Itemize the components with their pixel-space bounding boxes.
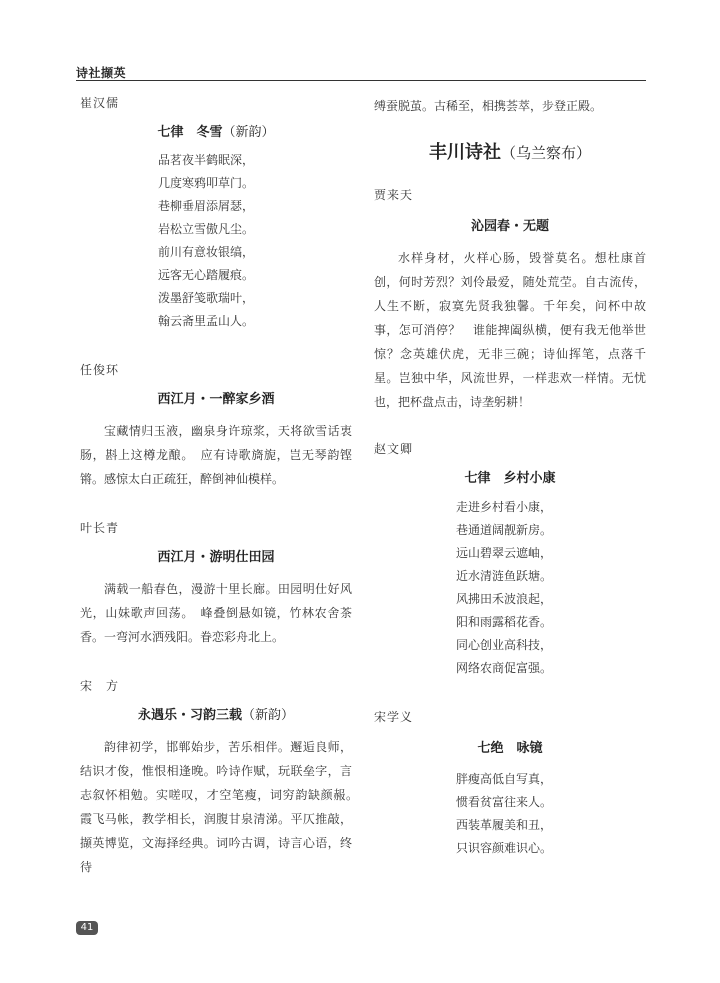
poem-line: 远山碧翠云遮岫， (456, 546, 553, 560)
poem-line: 岩松立雪傲凡尘。 (158, 222, 255, 236)
poem-line: 品茗夜半鹤眠深， (158, 153, 255, 167)
poem-line: 只识容颜难识心。 (456, 841, 553, 855)
society-heading (374, 138, 646, 164)
poem-body: 水样身材，火样心肠，毁誉莫名。想杜康首创，何时芳烈？刘伶最爱，随处荒茔。自古流传，人生不断，寂寞先贤我独馨。千年矣，问杯中故事，怎可消停？ 谁能捭阖纵横，便有我无他举世惊？念英雄伏虎，无非三碗；诗仙挥笔，点落千星。岂独中华，风流世界，一样悲欢一样情。无忧也，把杯盘点击，诗垄躬耕！ (374, 251, 646, 409)
author-name: 赵文卿 (374, 442, 414, 456)
poem-title: 西江月・游明仕田园 (157, 550, 275, 565)
page-header (76, 62, 646, 81)
poem-body (80, 149, 352, 333)
poem-title-text: 七律 冬雪 (157, 125, 223, 140)
page-number: 41 (76, 921, 98, 935)
poem-line: 前川有意妆银缟， (158, 245, 255, 259)
poem-line: 阳和雨露稻花香。 (456, 615, 553, 629)
poem-line: 巷柳垂眉添屑瑟， (158, 199, 255, 213)
right-column (374, 94, 646, 860)
poem-title: 七律 乡村小康 (464, 471, 556, 486)
poem-title: 沁园春・无题 (470, 219, 549, 234)
author-name: 宋 方 (80, 679, 120, 693)
poem-line: 翰云斋里孟山人。 (158, 314, 255, 328)
poem-body: 韵律初学，邯郸始步，苦乐相伴。邂逅良师，结识才俊，惟恨相逢晚。吟诗作赋，玩联垒字，言志叙怀相勉。实嗟叹，才空笔瘦，词穷韵缺颜赧。 霞飞马帐，教学相长，润腹甘泉清涕。平仄推敲，撷英博览，文海择经典。词吟古调，诗言心语，终待 (80, 740, 365, 874)
poem-line: 泼墨舒笺歌瑞叶， (158, 291, 255, 305)
poem-line: 几度寒鸦叩草门。 (158, 176, 255, 190)
author-name: 崔汉儒 (80, 96, 120, 110)
poem-line: 网络农商促富强。 (456, 661, 553, 675)
poem-line: 惯看贫富往来人。 (456, 795, 553, 809)
society-place: （乌兰察布） (500, 144, 591, 162)
poem-line: 同心创业高科技， (456, 638, 553, 652)
poem-title-note: （新韵） (222, 125, 275, 140)
poem-title-note: （新韵） (242, 708, 295, 723)
poem-body: 满载一船春色，漫游十里长廊。田园明仕好风光，山妹歌声回荡。 峰叠倒悬如镜，竹林农舍茶香。一弯河水洒残阳。眷恋彩舟北上。 (80, 582, 352, 644)
author-name: 贾来天 (374, 188, 414, 202)
poem-continuation: 缚蚕脱茧。古稀至，相携荟萃，步登正殿。 (374, 99, 603, 113)
poem-line: 巷通道阔靓新房。 (456, 523, 553, 537)
poem-line: 走进乡村看小康， (456, 500, 553, 514)
left-column (80, 94, 365, 879)
society-name: 丰川诗社 (428, 142, 501, 163)
poem-title: 七绝 咏镜 (477, 741, 543, 756)
poem-title: 西江月・一醉家乡酒 (157, 392, 275, 407)
author-name: 宋学义 (374, 710, 414, 724)
poem-line: 远客无心踏履痕。 (158, 268, 255, 282)
poem-line: 风拂田禾波浪起， (456, 592, 553, 606)
poem-body: 宝藏情归玉液，幽泉身许琼浆，天将欲雪话衷肠，斟上这樽龙酿。 应有诗歌旖旎，岂无琴韵铿锵。感惊太白正疏狂，醉倒神仙模样。 (80, 424, 352, 486)
poem-body (374, 768, 646, 860)
poem-title-text: 永遇乐・习韵三载 (137, 708, 242, 723)
author-name: 叶长青 (80, 521, 120, 535)
author-name: 任俊环 (80, 363, 120, 377)
poem-line: 西装革履美和丑， (456, 818, 553, 832)
poem-line: 胖瘦高低自写真， (456, 772, 553, 786)
poem-body (374, 496, 646, 680)
poem-line: 近水清涟鱼跃塘。 (456, 569, 553, 583)
section-title: 诗社撷英 (76, 66, 127, 80)
poem-title (80, 121, 352, 140)
poem-title (80, 704, 352, 723)
